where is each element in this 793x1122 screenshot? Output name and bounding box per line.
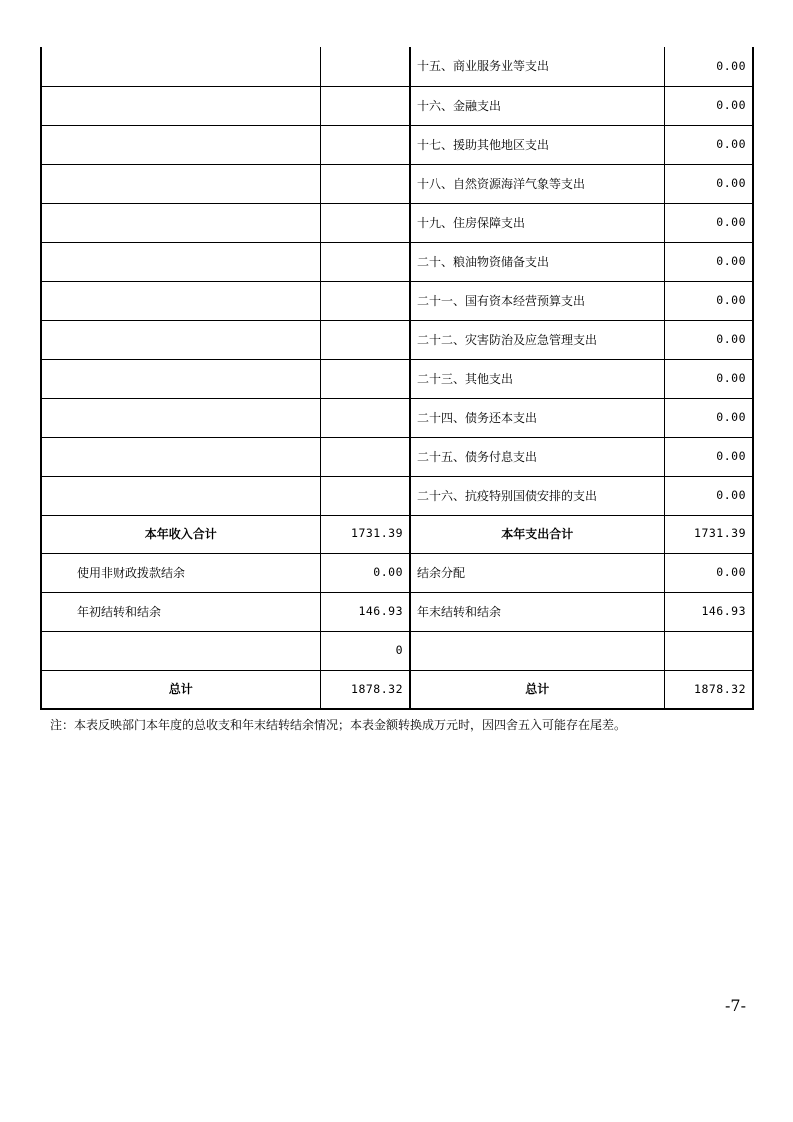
left-value-cell <box>320 437 410 476</box>
expense-item-value: 0.00 <box>664 125 753 164</box>
closing-carryover-label: 年末结转和结余 <box>410 592 664 631</box>
grand-total-right-label: 总计 <box>410 670 664 709</box>
table-row <box>41 476 753 515</box>
table-row <box>41 437 753 476</box>
left-value-cell <box>320 398 410 437</box>
grand-total-left-value: 1878.32 <box>320 670 410 709</box>
opening-carryover-value: 146.93 <box>320 592 410 631</box>
income-total-label: 本年收入合计 <box>41 515 320 553</box>
left-value-cell <box>320 242 410 281</box>
non-fiscal-balance-value: 0.00 <box>320 553 410 592</box>
table-row <box>41 359 753 398</box>
expense-item-label: 十八、自然资源海洋气象等支出 <box>410 164 664 203</box>
left-label-cell <box>41 359 320 398</box>
expense-item-value: 0.00 <box>664 437 753 476</box>
expense-item-label: 十七、援助其他地区支出 <box>410 125 664 164</box>
left-value-cell <box>320 203 410 242</box>
left-label-cell <box>41 86 320 125</box>
expense-item-value: 0.00 <box>664 359 753 398</box>
expense-item-value: 0.00 <box>664 242 753 281</box>
left-label-cell <box>41 125 320 164</box>
extra-row <box>41 631 753 670</box>
left-value-cell <box>320 320 410 359</box>
balance-distribution-label: 结余分配 <box>410 553 664 592</box>
non-fiscal-balance-label: 使用非财政拨款结余 <box>41 553 320 592</box>
table-row <box>41 281 753 320</box>
table-row <box>41 125 753 164</box>
expense-item-label: 十九、住房保障支出 <box>410 203 664 242</box>
income-total-row <box>41 515 753 553</box>
left-label-cell <box>41 476 320 515</box>
table-row <box>41 164 753 203</box>
closing-carryover-value: 146.93 <box>664 592 753 631</box>
expense-item-value: 0.00 <box>664 164 753 203</box>
expense-item-value: 0.00 <box>664 398 753 437</box>
expense-item-label: 二十四、债务还本支出 <box>410 398 664 437</box>
left-value-cell <box>320 47 410 86</box>
left-value-cell <box>320 164 410 203</box>
table-row <box>41 320 753 359</box>
expense-item-label: 二十五、债务付息支出 <box>410 437 664 476</box>
non-fiscal-balance-row <box>41 553 753 592</box>
table-row <box>41 86 753 125</box>
left-value-cell <box>320 125 410 164</box>
carryover-row <box>41 592 753 631</box>
expense-total-value: 1731.39 <box>664 515 753 553</box>
left-label-cell <box>41 320 320 359</box>
left-label-cell <box>41 242 320 281</box>
left-label-cell <box>41 164 320 203</box>
extra-left-label <box>41 631 320 670</box>
expense-item-value: 0.00 <box>664 47 753 86</box>
expense-item-value: 0.00 <box>664 203 753 242</box>
expense-item-label: 十六、金融支出 <box>410 86 664 125</box>
left-label-cell <box>41 203 320 242</box>
extra-right-value <box>664 631 753 670</box>
expense-item-label: 二十一、国有资本经营预算支出 <box>410 281 664 320</box>
table-body <box>41 47 753 709</box>
extra-left-value: 0 <box>320 631 410 670</box>
expense-total-label: 本年支出合计 <box>410 515 664 553</box>
expense-item-label: 二十三、其他支出 <box>410 359 664 398</box>
left-label-cell <box>41 281 320 320</box>
page-number: -7- <box>725 996 746 1015</box>
balance-distribution-value: 0.00 <box>664 553 753 592</box>
grand-total-left-label: 总计 <box>41 670 320 709</box>
grand-total-right-value: 1878.32 <box>664 670 753 709</box>
left-label-cell <box>41 47 320 86</box>
table-row <box>41 242 753 281</box>
table-footnote: 注：本表反映部门本年度的总收支和年末结转结余情况；本表金额转换成万元时，因四舍五入可能存在尾差。 <box>50 718 627 732</box>
expense-item-value: 0.00 <box>664 281 753 320</box>
table-row <box>41 47 753 86</box>
income-total-value: 1731.39 <box>320 515 410 553</box>
expense-item-value: 0.00 <box>664 86 753 125</box>
left-value-cell <box>320 359 410 398</box>
opening-carryover-label: 年初结转和结余 <box>41 592 320 631</box>
expense-item-value: 0.00 <box>664 320 753 359</box>
expense-item-label: 二十、粮油物资储备支出 <box>410 242 664 281</box>
left-value-cell <box>320 86 410 125</box>
left-value-cell <box>320 281 410 320</box>
left-value-cell <box>320 476 410 515</box>
expense-item-label: 十五、商业服务业等支出 <box>410 47 664 86</box>
expense-item-label: 二十六、抗疫特别国债安排的支出 <box>410 476 664 515</box>
table-row <box>41 398 753 437</box>
table-row <box>41 203 753 242</box>
expense-item-label: 二十二、灾害防治及应急管理支出 <box>410 320 664 359</box>
expense-item-value: 0.00 <box>664 476 753 515</box>
extra-right-label <box>410 631 664 670</box>
grand-total-row <box>41 670 753 709</box>
left-label-cell <box>41 398 320 437</box>
budget-summary-table <box>40 47 754 710</box>
left-label-cell <box>41 437 320 476</box>
